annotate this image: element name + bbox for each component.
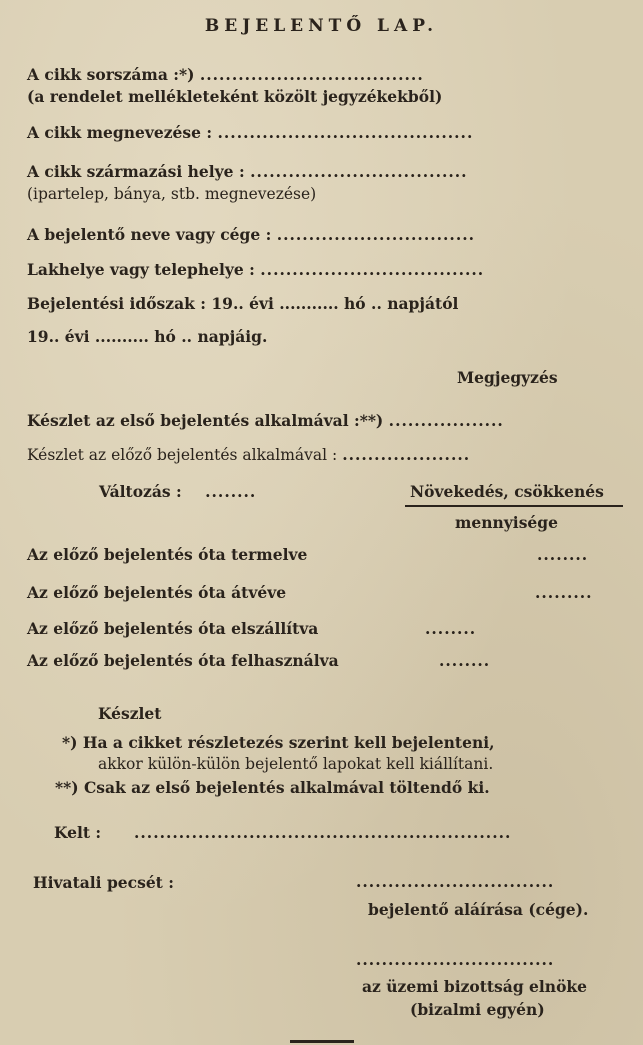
residence-label: Lakhelye vagy telephelye : — [27, 260, 255, 279]
origin-note: (ipartelep, bánya, stb. megnevezése) — [27, 185, 317, 203]
reporter-signature-label: bejelentő aláírása (cége). — [368, 900, 589, 919]
change-line — [99, 482, 256, 501]
origin-line — [27, 163, 627, 181]
item-number-dots: ................................... — [199, 65, 424, 84]
change-row-received — [27, 584, 627, 602]
reporter-dots: ............................... — [276, 225, 476, 244]
item-number-note: (a rendelet mellékleteként közölt jegyzékekből) — [27, 87, 443, 106]
origin-dots: .................................. — [250, 162, 468, 181]
previous-report-stock-line — [27, 446, 627, 464]
previous-report-stock-label: Készlet az előző bejelentés alkalmával : — [27, 446, 338, 464]
stock-total-label: Készlet — [98, 704, 162, 723]
period-line-1: Bejelentési időszak : 19.. évi ........... hó .. napjától — [27, 294, 459, 313]
committee-signature-label-2: (bizalmi egyén) — [410, 1000, 545, 1019]
footer-rule — [290, 1040, 354, 1043]
change-row-used — [27, 652, 627, 670]
committee-signature-label: az üzemi bizottság elnöke — [362, 977, 588, 996]
dated-line — [54, 824, 627, 842]
change-row-label: Az előző bejelentés óta átvéve — [27, 583, 287, 602]
first-report-stock-label: Készlet az első bejelentés alkalmával :**) — [27, 411, 384, 430]
change-row-shipped — [27, 620, 627, 638]
dated-dots: ........................................................... — [134, 823, 512, 842]
reporter-label: A bejelentő neve vagy cége : — [27, 225, 272, 244]
item-number-line — [27, 66, 627, 84]
residence-dots: ................................... — [260, 260, 485, 279]
change-heading: Növekedés, csökkenés — [410, 482, 604, 501]
change-row-produced — [27, 546, 627, 564]
change-row-dots: ........ — [425, 619, 477, 638]
first-report-stock-dots: .................. — [388, 411, 504, 430]
change-row-label: Az előző bejelentés óta elszállítva — [27, 619, 319, 638]
change-row-label: Az előző bejelentés óta felhasználva — [27, 651, 339, 670]
stamp-label: Hivatali pecsét : — [33, 873, 174, 892]
reporter-line — [27, 226, 627, 244]
item-name-dots: ........................................ — [217, 123, 474, 142]
item-name-line — [27, 124, 627, 142]
residence-line — [27, 261, 627, 279]
item-number-label: A cikk sorszáma :*) — [27, 65, 195, 84]
quantity-heading: mennyisége — [455, 513, 558, 532]
footnote-1-line-1: *) Ha a cikket részletezés szerint kell bejelenteni, — [62, 733, 495, 752]
footnote-1-line-2: akkor külön-külön bejelentő lapokat kell kiállítani. — [98, 755, 494, 773]
dated-label: Kelt : — [54, 823, 102, 842]
change-label: Változás : — [99, 482, 182, 501]
change-row-label: Az előző bejelentés óta termelve — [27, 545, 308, 564]
footnote-2: **) Csak az első bejelentés alkalmával töltendő ki. — [55, 778, 490, 797]
change-dots: ........ — [205, 482, 257, 501]
form-title: BEJELENTŐ LAP. — [204, 16, 439, 36]
origin-label: A cikk származási helye : — [27, 162, 245, 181]
item-name-label: A cikk megnevezése : — [27, 123, 213, 142]
previous-report-stock-dots: .................... — [342, 445, 471, 464]
change-row-dots: ........ — [439, 651, 491, 670]
reporter-signature-dots: ............................... — [356, 872, 555, 891]
period-line-2: 19.. évi .......... hó .. napjáig. — [27, 327, 268, 346]
first-report-stock-line — [27, 412, 627, 430]
change-heading-underline — [405, 505, 623, 507]
change-row-dots: ........ — [537, 545, 589, 564]
change-row-dots: ......... — [535, 583, 593, 602]
remark-heading: Megjegyzés — [457, 368, 558, 387]
committee-signature-dots: ............................... — [356, 950, 555, 969]
